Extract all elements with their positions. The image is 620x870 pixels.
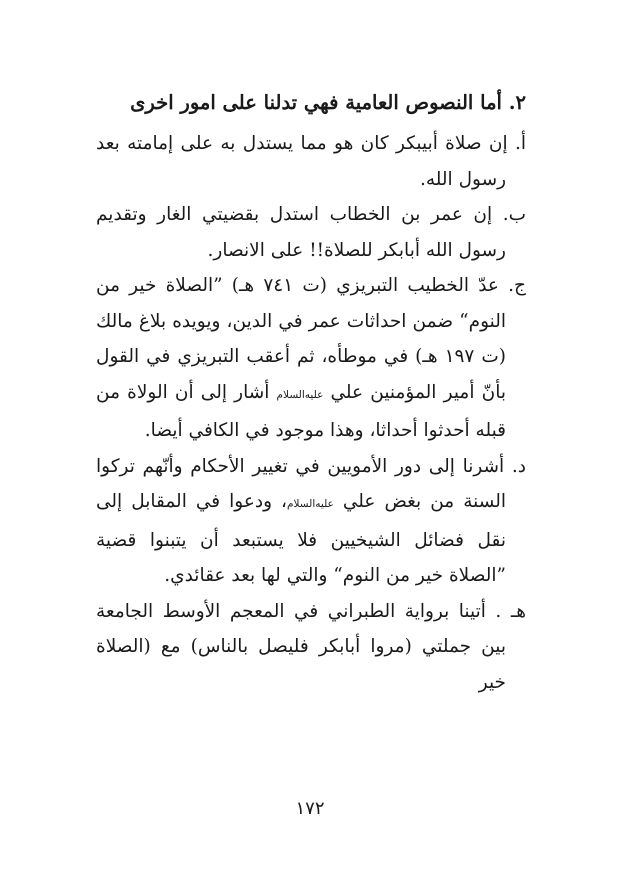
list-item-text: إن صلاة أبيبكر كان هو مما يستدل به على إمامته بعد رسول الله. <box>96 133 508 190</box>
list-item-text: أتينا برواية الطبراني في المعجم الأوسط الجامعة بين جملتي (مروا أبابكر فليصل بالناس) مع (الصلاة خير <box>96 600 506 693</box>
page-number: ١٧٢ <box>295 798 325 819</box>
list-item-ba <box>96 197 526 268</box>
list-marker: أ. <box>514 133 526 154</box>
list-item-text: إن عمر بن الخطاب استدل بقضيتي الغار وتقديم رسول الله أبابكر للصلاة!! على الانصار. <box>96 204 506 261</box>
section-heading: ٢. أما النصوص العامية فهي تدلنا على امور اخرى <box>130 91 526 114</box>
list-item-text: عدّ الخطيب التبريزي (ت ٧٤١ هـ) ”الصلاة خير من النوم“ ضمن احداثات عمر في الدين، ويويده بلاغ مالك (ت ١٩٧ هـ) في موطأه، ثم أعقب التبريزي في القول بأنّ أمير المؤمنين علي <box>96 275 506 403</box>
list-item-ha <box>96 594 526 701</box>
list-item-text: أشرنا إلى دور الأمويين في تغيير الأحكام وأنّهم تركوا السنة من بغض علي <box>96 455 506 512</box>
list-marker: د. <box>511 455 526 477</box>
honorific: عليه‌السلام <box>287 498 334 510</box>
list-marker: هـ . <box>495 600 527 622</box>
list-item-text: أشار إلى أن الولاة من قبله أحدثوا أحداثا، وهذا موجود في الكافي أيضا. <box>96 381 506 441</box>
list-item-alef <box>96 126 526 197</box>
list-item-dal <box>96 449 526 594</box>
list-marker: ج. <box>508 275 526 296</box>
page-body <box>96 86 526 700</box>
list-item-jim <box>96 268 526 449</box>
honorific: عليه‌السلام <box>276 388 324 401</box>
list-item-text: ، ودعوا في المقابل إلى نقل فضائل الشيخيين فلا يستبعد أن يتبنوا قضية ”الصلاة خير من النوم“ والتي لها بعد عقائدي. <box>96 491 506 586</box>
list-marker: ب. <box>502 204 526 225</box>
